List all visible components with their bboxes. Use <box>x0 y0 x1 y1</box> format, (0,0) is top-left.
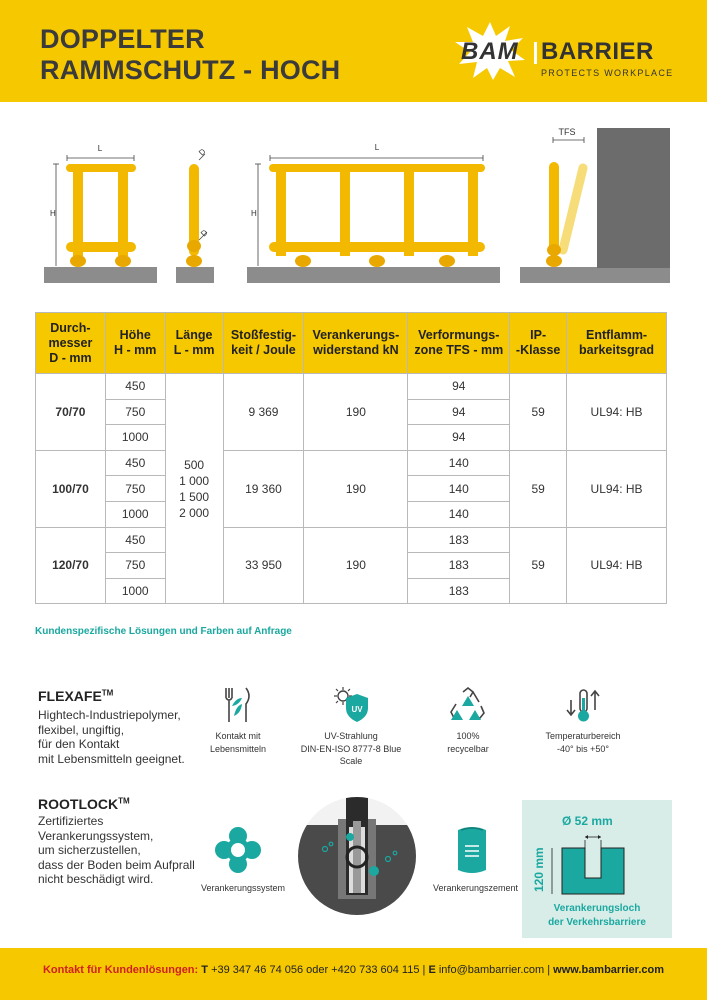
feature-recycle: 100% recycelbar <box>430 686 506 755</box>
recycle-icon <box>449 686 487 724</box>
drawing-front-long <box>247 143 500 283</box>
cell-impact: 9 369 <box>223 374 304 451</box>
cell-height: 450 <box>105 527 165 553</box>
dim-L-1: L <box>97 144 103 153</box>
anchor-hole-diagram <box>522 800 672 938</box>
cell-tfs: 94 <box>408 425 510 451</box>
cell-tfs: 140 <box>408 501 510 527</box>
bam-barrier-logo <box>455 22 675 82</box>
anchor-cement-bag-icon <box>455 826 489 874</box>
email-link[interactable]: info@bambarrier.com <box>438 964 545 976</box>
col-header-height: Höhe H - mm <box>105 313 165 374</box>
table-row <box>36 527 667 553</box>
col-header-ip: IP- -Klasse <box>510 313 567 374</box>
drawing-front-short <box>44 144 157 283</box>
cell-height: 1000 <box>105 501 165 527</box>
spec-table <box>35 312 667 604</box>
email-prefix: E <box>428 964 436 976</box>
phone-numbers[interactable]: +39 347 46 74 056 oder +420 733 604 115 <box>211 964 420 976</box>
logo-separator <box>534 42 537 64</box>
cell-height: 750 <box>105 399 165 425</box>
uv-shield-icon <box>331 686 371 724</box>
dim-TFS: TFS <box>558 127 576 137</box>
cell-flame: UL94: HB <box>567 450 667 527</box>
cell-diameter: 100/70 <box>36 450 106 527</box>
cell-height: 450 <box>105 450 165 476</box>
col-header-tfs: Verformungs- zone TFS - mm <box>408 313 510 374</box>
hole-caption: Verankerungsloch der Verkehrsbarriere <box>548 903 646 928</box>
thermometer-icon <box>565 686 601 724</box>
label-anchor-cement: Verankerungszement <box>433 883 519 893</box>
cell-tfs: 94 <box>408 399 510 425</box>
rootlock-title: ROOTLOCK™ <box>38 796 130 812</box>
food-contact-icon <box>220 686 256 724</box>
contact-line <box>0 964 707 976</box>
title-line-1: DOPPELTER <box>40 24 205 54</box>
cell-impact: 33 950 <box>223 527 304 604</box>
cell-height: 1000 <box>105 425 165 451</box>
dim-H-1: H <box>50 209 56 218</box>
cell-anchor: 190 <box>304 450 408 527</box>
cell-height: 450 <box>105 374 165 400</box>
cell-height: 750 <box>105 476 165 502</box>
hole-height-label: 120 mm <box>532 847 546 892</box>
cell-ip: 59 <box>510 450 567 527</box>
drawing-side <box>176 147 214 283</box>
cell-tfs: 183 <box>408 527 510 553</box>
flexafe-title: FLEXAFE™ <box>38 688 114 704</box>
technical-drawings <box>0 120 707 290</box>
drawing-deformation <box>520 127 670 283</box>
separator: | <box>547 964 551 976</box>
contact-label: Kontakt für Kundenlösungen: <box>42 964 199 976</box>
col-header-diameter: Durch- messer D - mm <box>36 313 106 374</box>
cell-tfs: 183 <box>408 553 510 579</box>
flexafe-description: Hightech-Industriepolymer, flexibel, ungiftig, für den Kontakt mit Lebensmitteln geeignet. <box>38 708 185 766</box>
rootlock-description: Zertifiziertes Verankerungssystem, um sicherzustellen, dass der Boden beim Aufprall nicht beschädigt wird. <box>38 814 195 886</box>
cell-lengths: 500 1 000 1 500 2 000 <box>165 374 223 604</box>
dim-D-bottom: D <box>199 227 210 239</box>
cell-height: 750 <box>105 553 165 579</box>
custom-solutions-note: Kundenspezifische Lösungen und Farben auf Anfrage <box>35 626 292 637</box>
col-header-length: Länge L - mm <box>165 313 223 374</box>
feature-food-contact: Kontakt mit Lebensmitteln <box>196 686 280 755</box>
dim-D-top: D <box>197 146 208 158</box>
dim-L-2: L <box>374 143 380 152</box>
cell-diameter: 120/70 <box>36 527 106 604</box>
anchor-system-icon <box>214 826 262 874</box>
header-band <box>0 0 707 102</box>
col-header-flame: Entflamm- barkeitsgrad <box>567 313 667 374</box>
cell-tfs: 140 <box>408 476 510 502</box>
logo-barrier-text: BARRIER <box>541 38 654 65</box>
cell-ip: 59 <box>510 374 567 451</box>
title-line-2: RAMMSCHUTZ - HOCH <box>40 55 341 85</box>
cell-ip: 59 <box>510 527 567 604</box>
cell-anchor: 190 <box>304 374 408 451</box>
col-header-anchor: Verankerungs- widerstand kN <box>304 313 408 374</box>
cell-anchor: 190 <box>304 527 408 604</box>
footer-band <box>0 948 707 1000</box>
logo-tagline: PROTECTS WORKPLACE <box>541 68 674 78</box>
svg-text:UV: UV <box>351 705 363 714</box>
cell-flame: UL94: HB <box>567 374 667 451</box>
feature-uv: UV UV-Strahlung DIN-EN-ISO 8777-8 Blue Scale <box>296 686 406 768</box>
anchor-cross-section <box>298 797 416 915</box>
cell-tfs: 94 <box>408 374 510 400</box>
cell-height: 1000 <box>105 578 165 604</box>
page-title <box>40 24 340 86</box>
cell-diameter: 70/70 <box>36 374 106 451</box>
table-row <box>36 374 667 400</box>
phone-prefix: T <box>201 964 208 976</box>
cell-impact: 19 360 <box>223 450 304 527</box>
feature-temperature: Temperaturbereich -40° bis +50° <box>535 686 631 755</box>
label-anchor-system: Verankerungssystem <box>201 883 286 893</box>
table-header-row <box>36 313 667 374</box>
website-link[interactable]: www.bambarrier.com <box>553 964 665 976</box>
cell-tfs: 183 <box>408 578 510 604</box>
hole-diameter-label: Ø 52 mm <box>562 814 613 828</box>
logo-bam-text: BAM <box>461 38 519 65</box>
cell-flame: UL94: HB <box>567 527 667 604</box>
dim-H-2: H <box>251 209 257 218</box>
table-row <box>36 450 667 476</box>
separator: | <box>422 964 426 976</box>
cell-tfs: 140 <box>408 450 510 476</box>
col-header-impact: Stoßfestig- keit / Joule <box>223 313 304 374</box>
